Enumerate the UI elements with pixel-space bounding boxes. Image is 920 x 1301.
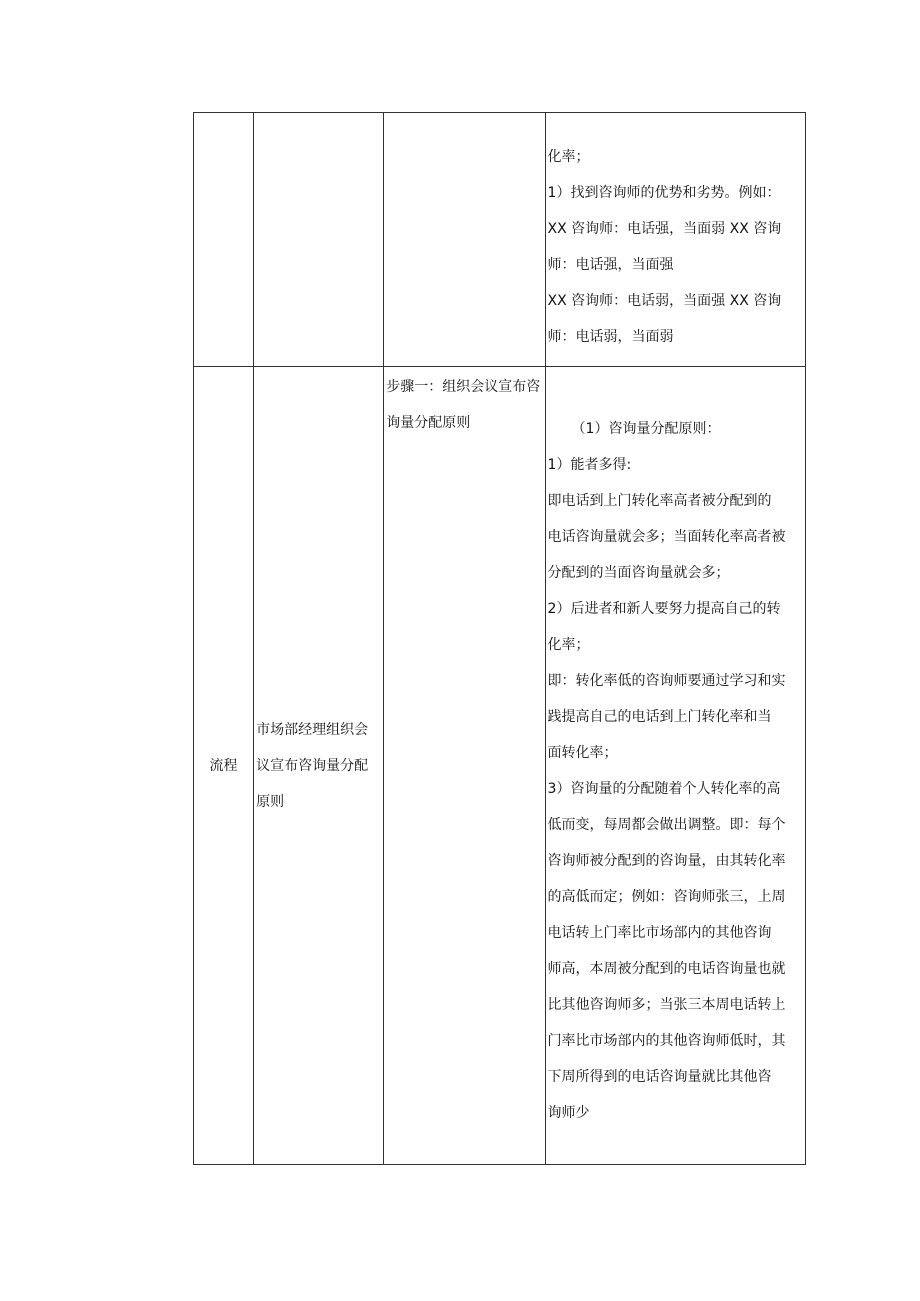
table-cell-description — [545, 367, 805, 1165]
text-line: 门率比市场部内的其他咨询师低时，其 — [547, 1033, 786, 1049]
text-line: 1）能者多得: — [547, 457, 632, 473]
text-line — [548, 375, 803, 411]
text-line: 分配到的当面咨询量就会多； — [547, 565, 730, 581]
text-line: 3）咨询量的分配随着个人转化率的高 — [547, 781, 781, 797]
text-line: 即：转化率低的咨询师要通过学习和实 — [547, 673, 786, 689]
text-line: 询师少 — [547, 1105, 590, 1121]
description-text — [546, 367, 805, 1131]
table-cell-item — [254, 367, 384, 1165]
text-line: 化率； — [547, 149, 590, 165]
table-cell-description — [545, 113, 805, 367]
table-row — [194, 113, 806, 367]
table-row — [194, 367, 806, 1165]
category-label: 流程 — [209, 757, 238, 774]
table-cell-step — [384, 113, 545, 367]
text-line: 1）找到咨询师的优势和劣势。例如： — [547, 185, 781, 201]
text-line: 2）后进者和新人要努力提高自己的转 — [547, 601, 781, 617]
text-line: 比其他咨询师多；当张三本周电话转上 — [547, 997, 786, 1013]
text-line: 面转化率； — [547, 745, 618, 761]
text-line: 化率； — [547, 637, 590, 653]
text-line: 师：电话强，当面强 — [547, 257, 674, 273]
step-label: 步骤一：组织会议宣布咨询量分配原则 — [386, 379, 541, 431]
process-table — [193, 112, 806, 1165]
table-cell-item — [254, 113, 384, 367]
text-line: 电话咨询量就会多；当面转化率高者被 — [547, 529, 786, 545]
text-line: （1）咨询量分配原则： — [571, 421, 721, 437]
description-text — [546, 113, 805, 355]
table-cell-category — [194, 113, 254, 367]
text-line: 践提高自己的电话到上门转化率和当 — [547, 709, 772, 725]
item-label: 市场部经理组织会议宣布咨询量分配原则 — [256, 721, 369, 810]
text-line: 低而变，每周都会做出调整。即：每个 — [547, 817, 786, 833]
text-line: XX 咨询师：电话弱，当面强 XX 咨询 — [547, 293, 782, 309]
text-line: 咨询师被分配到的咨询量，由其转化率 — [547, 853, 786, 869]
text-line: 的高低而定；例如：咨询师张三，上周 — [547, 889, 786, 905]
text-line: XX 咨询师：电话强，当面弱 XX 咨询 — [547, 221, 782, 237]
text-line: 师高，本周被分配到的电话咨询量也就 — [547, 961, 786, 977]
text-line: 下周所得到的电话咨询量就比其他咨 — [547, 1069, 772, 1085]
text-line: 即电话到上门转化率高者被分配到的 — [547, 493, 772, 509]
text-line: 师：电话弱，当面弱 — [547, 329, 674, 345]
text-line: 电话转上门率比市场部内的其他咨询 — [547, 925, 772, 941]
table-cell-step — [384, 367, 545, 1165]
table-cell-category — [194, 367, 254, 1165]
